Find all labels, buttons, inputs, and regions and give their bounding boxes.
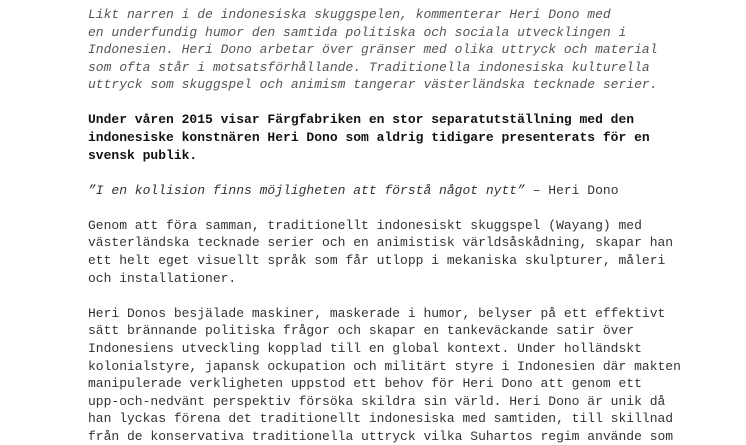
- intro-line: en underfundig humor den samtida politiska och sociala utvecklingen i: [88, 24, 627, 40]
- body-paragraph-1: [88, 217, 728, 287]
- body-paragraph-2: [88, 305, 728, 445]
- intro-paragraph: [88, 6, 728, 94]
- quote-paragraph: [88, 182, 728, 200]
- document-body: [88, 6, 728, 445]
- body-line: ett helt eget visuellt språk som får utlopp i mekaniska skulpturer, måleri: [88, 253, 666, 269]
- quote-attribution: – Heri Dono: [524, 182, 619, 198]
- announcement-line: Under våren 2015 visar Färgfabriken en stor separatutställning med den: [88, 112, 635, 128]
- quote-text: ”I en kollision finns möjligheten att förstå något nytt”: [88, 182, 525, 198]
- intro-line: Likt narren i de indonesiska skuggspelen, kommenterar Heri Dono med: [88, 7, 611, 22]
- announcement-line: indonesiske konstnären Heri Dono som aldrig tidigare presenterats för en: [88, 130, 650, 146]
- body-line: och installationer.: [88, 270, 237, 286]
- body-line: han lyckas förena det traditionellt indonesiska med samtiden, till skillnad: [88, 411, 674, 427]
- intro-line: som ofta står i motsatsförhållande. Traditionella indonesiska kulturella: [88, 59, 650, 75]
- intro-line: Indonesien. Heri Dono arbetar över gränser med olika uttryck och material: [88, 42, 658, 58]
- body-line: sätt brännande politiska frågor och skapar en tankeväckande satir över: [88, 323, 635, 339]
- quote-line: [88, 182, 728, 200]
- body-line: kolonialstyre, japansk ockupation och militärt styre i Indonesien där makten: [88, 358, 681, 374]
- body-line: upp-och-nedvänt perspektiv försöka skildra sin värld. Heri Dono är unik då: [88, 393, 666, 409]
- announcement-paragraph: [88, 111, 728, 164]
- body-line: Genom att föra samman, traditionellt indonesiskt skuggspel (Wayang) med: [88, 217, 642, 233]
- body-line: västerländska tecknade serier och en animistisk världsåskådning, skapar han: [88, 235, 674, 251]
- body-line: manipulerade verkligheten uppstod ett behov för Heri Dono att genom ett: [88, 376, 642, 392]
- announcement-line: svensk publik.: [88, 147, 198, 163]
- body-line: Indonesiens utveckling kopplad till en global kontext. Under holländskt: [88, 340, 642, 356]
- body-line: från de konservativa traditionella uttryck vilka Suhartos regim använde som: [88, 428, 674, 444]
- body-line: Heri Donos besjälade maskiner, maskerade i humor, belyser på ett effektivt: [88, 305, 666, 321]
- intro-line: uttryck som skuggspel och animism tangerar västerländska tecknade serier.: [88, 77, 658, 93]
